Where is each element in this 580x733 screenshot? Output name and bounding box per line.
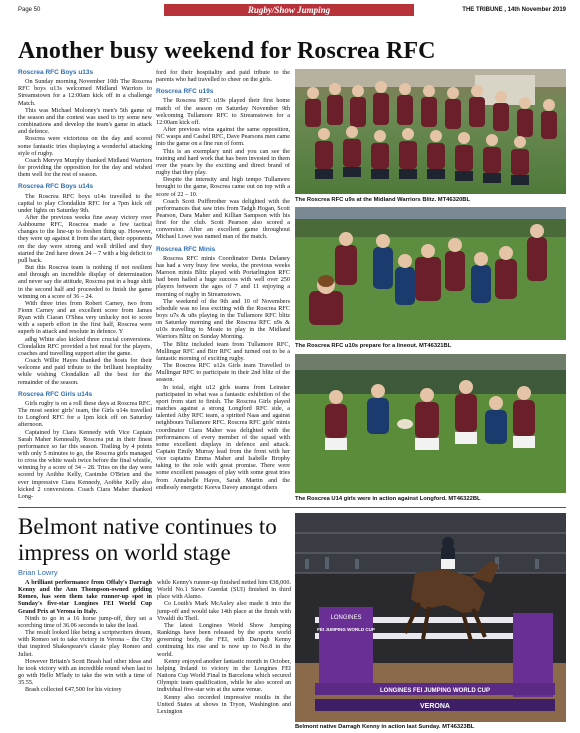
paragraph: The weekend of the 9th and 10 of Novembers schedule was no less exciting with the Roscrea RFC boys u7s & u8s playing in the Tullamore RFC blitz on Saturday morning and the Roscrea RFC u9s & u10s travelling to Moate to play in the Midland Warriors Blitz on Sunday Morning. [156,297,290,341]
photo-u14-girls [295,354,566,493]
lineout-photo-image [295,207,566,340]
paragraph: Kenny also recorded impressive results in the United States at shows in Tryon, Washington and Lexington [157,693,291,715]
caption-u14-girls: The Roscrea U14 girls were in action against Longford. MT46322BL [295,496,481,502]
photo-show-jumping [295,513,566,722]
paragraph: Coach Mervyn Murphy thanked Midland Warriors for providing the opposition for the day and wished them well for the rest of season. [18,156,152,179]
show-jumping-photo-image [295,513,566,722]
section-subheading: Roscrea RFC Minis [156,245,216,253]
paragraph: Brash collected €47,500 for his victory [25,686,122,694]
paragraph: After the previous weeks fine away victory over Ashbourne RFC, Roscrea made a few tactical changes to the line-up to freshen thing up. However, they were up against it from the start, their opponents on the day were strong and well drilled and they started the 2nd have down 24 – 7 with a big deficit to pull back. [18,213,152,264]
paragraph: while Kenny's runner-up finished netted him €38,000. World No.1 Steve Guerdat (SUI) finished in third place with Alamo. [157,579,291,601]
banner-text-2: FEI JUMPING WORLD CUP [317,627,375,632]
paragraph: Roscrea were victorious on the day and scored some fantastic tries displaying a wonderful attacking style of rugby. [18,135,152,157]
paragraph: After previous wins against the same opposition, NC wasps and Cashel RFC, Dave Pearsons men came into the game on a fine run of form. [156,126,290,148]
banner-text-5: VERONA [420,703,450,710]
section-subheading: Roscrea RFC Boys u14s [18,183,94,191]
girls-photo-image [295,354,566,493]
paragraph: The Roscrea RFC u12s Girls team Travelled to Mullingar RFC to participate in their 2nd blitz of the season. [156,362,290,384]
lead-paragraph: A brilliant performance from Offaly's Darragh Kenny and the Ann Thompson-owned gelding Romeo, has seen them take runner-up spot in Sunday's five-star Longines FEI World Cup Grand Prix at Verona in Italy. [18,579,152,615]
paragraph: But this Roscrea team is nothing if not resilient and through an incredible display of determination and never say die attitude, Roscrea put in a huge shift in the second half and proceeded to finish the game winning on a score of 36 – 24. [18,264,152,300]
paragraph: In total, eight u12 girls teams from Leinster participated in what was a fantastic exhibition of the sport from start to finish. The Roscrea Girls played matches against a strong Longford RFC side, a talented Athy RFC team, a spirited Naas and against neighbours Tullamore RFC. Roscrea RFC girls' minis coordinator Ciara Maher was delighted with the performances of every member of the squad with some excellent displays in defence and attack. Captain Emily Murray lead from the front with her vice captains Emma Maher and Isabelle Brophy taking to the role with great promise. There were some excellent passages of play with some great tries from Annabelle Hayes, Sarah Martin and the endlessly energetic Keeva Davey amongst others [156,383,290,491]
paragraph: Roscrea RFC minis Coordinator Denis Delaney has had a very busy few weeks, the previous weeks Maroon minis Blitz played with Portarlington RFC had been hailed a huge success with well over 250 players between the ages of 7 and 11 enjoying a morning of rugby in Streamstown. [156,254,290,298]
paragraph: Captained by Ciara Kennedy with Vice Captain Sarah Maher Kenneally, Roscrea put in their finest performance so far this season. Trailing by 4 points with only 5 minutes to go, the Roscrea girls managed to cross the white wash twice before the final whistle, winning by a score of 34 – 28. Tries on the day were scored by Aoibhe Kelly, Caoimhe O'Brien and the ever impressive Ciara Kennedy, Aoibhe Kelly also kicked 2 conversions. Coach Ciara Maher thanked Long- [18,428,152,500]
paragraph: adhg White also kicked three crucial conversions. Clondalkin RFC provided a hot meal for the players, coaches and travelling support after the game. [18,335,152,357]
article1-column-1 [18,69,152,505]
paragraph: Girls rugby is on a roll these days at Roscrea RFC. The most senior girls' team, the Girls u14s travelled to Longford RFC for a 1pm kick off on Saturday afternoon. [18,399,152,429]
article2-column-1 [18,579,152,729]
paragraph: On Sunday morning November 10th The Roscrea RFC boys u13s welcomed Midland Warriors to Streamstown for a 12:00am kick off in a challenge Match. [18,78,152,107]
article2-headline: Belmont native continues to impress on world stage [18,514,277,565]
paragraph: The Blitz included team from Tullamore RFC, Mullingar RFC and Birr RFC and turned out to be a fantastic morning of exciting rugby. [156,340,290,362]
section-subheading: Roscrea RFC Boys u13s [18,69,94,76]
left-banner [317,607,375,695]
paragraph: The latest Longines World Show Jumping Rankings have been released by the sports world governing body, the FEI, with Darragh Kenny continuing his rise and is now up to No.8 in the world. [157,621,291,658]
paragraph: Coach Willie Hayes thanked the hosts for their welcome and paid tribute to the brilliant hospitality while wishing Clondalkin all the best for the remainder of the season. [18,357,152,386]
page-header [18,4,566,18]
paragraph: Ninth to go in a 16 horse jump-off, they set a scorching time of 36.06 seconds to take the lead. [18,614,152,629]
team-photo-image [295,69,566,194]
banner-text-4: LONGINES FEI JUMPING WORLD CUP [379,688,491,694]
section-subheading: Roscrea RFC u19s [156,88,214,96]
caption-u10s: The Roscrea RFC u10s prepare for a lineout. MT46321BL [295,343,452,349]
caption-show-jumping: Belmont native Darragh Kenny in action last Sunday. MT46323BL [295,724,475,730]
paragraph: With three tries from Robert Carney, two from Fionn Carney and an excellent score from James Ryan with Ciaran O'Shea very unlucky not to score with a superb effort in the first half, Roscrea were superb in attack and resolute in defence. Y [18,299,152,336]
section-banner: Rugby/Show Jumping [164,4,414,16]
article1-headline: Another busy weekend for Roscrea RFC [18,38,436,64]
paragraph: Coach Scott Puffbrother was delighted with the performances that saw tries from Tadgh Hogan, Scott Pearson, Dara Maher and Killian Sampson with his first for the club. Scott Pearson also scored a conversion. After an excellent game throughout Michael Lowe was named man of the match. [156,197,290,241]
byline: Brian Lowry [18,568,58,577]
paragraph: ford for their hospitality and paid tribute to the parents who had travelled to cheer on the girls. [156,69,290,84]
paragraph: Co Louth's Mark McAuley also made it into the jump-off and would take 14th place at the finish with Vivaldi du Theil. [157,600,291,622]
paragraph: However Britain's Scott Brash had other ideas and he took victory with an incredible round when last to go with Hello M'lady to take the win with a time of 35.55. [18,657,152,687]
section-divider [18,507,566,508]
section-subheading: Roscrea RFC Girls u14s [18,390,93,398]
photo-u10s-lineout [295,207,566,340]
paragraph: This was Michael Moloney's men's 5th game of the season and the contest was used to try some new combinations and develop the team's game in attack and defence. [18,106,152,136]
paragraph: Despite the intensity and high tempo Tullamore brought to the game, Roscrea came out on top with a score of 22 – 10. [156,176,290,198]
photo-u9s-team [295,69,566,194]
paragraph: The Roscrea RFC boys u14s travelled to the capital to play Clondalkin RFC for a 7pm kick off under lights on Saturday 9th. [18,192,152,214]
article1-column-2 [156,69,290,505]
paragraph: This is an exemplary unit and you can see the training and hard work that has been invested in them over the years by the exciting and direct brand of rugby that they play. [156,147,290,177]
paragraph: Kenny enjoyed another fantastic month in October, helping Ireland to victory in the Longines FEI Nations Cup World Final in Barcelona which secured Olympic team qualification, while he also scored an individual five-star win at the same venue. [157,657,291,694]
publication-date: THE TRIBUNE , 14th November 2019 [462,7,566,13]
article2-column-2 [157,579,291,729]
paragraph: The result looked like being a scriptwriters dream, with Romeo set to take victory in Verona – the City that inspired Shakespeare's classic play Romeo and Juliet. [18,629,152,658]
paragraph: The Roscrea RFC u19s played their first home match of the season on Saturday November 9th welcoming Tullamore RFC to Streamstown for a 12:00am kick off. [156,97,290,126]
caption-u9s: The Roscrea RFC u9s at the Midland Warriors Blitz. MT46320BL [295,197,471,203]
banner-text-1: LONGINES [330,615,362,621]
page-number: Page 50 [18,7,41,13]
